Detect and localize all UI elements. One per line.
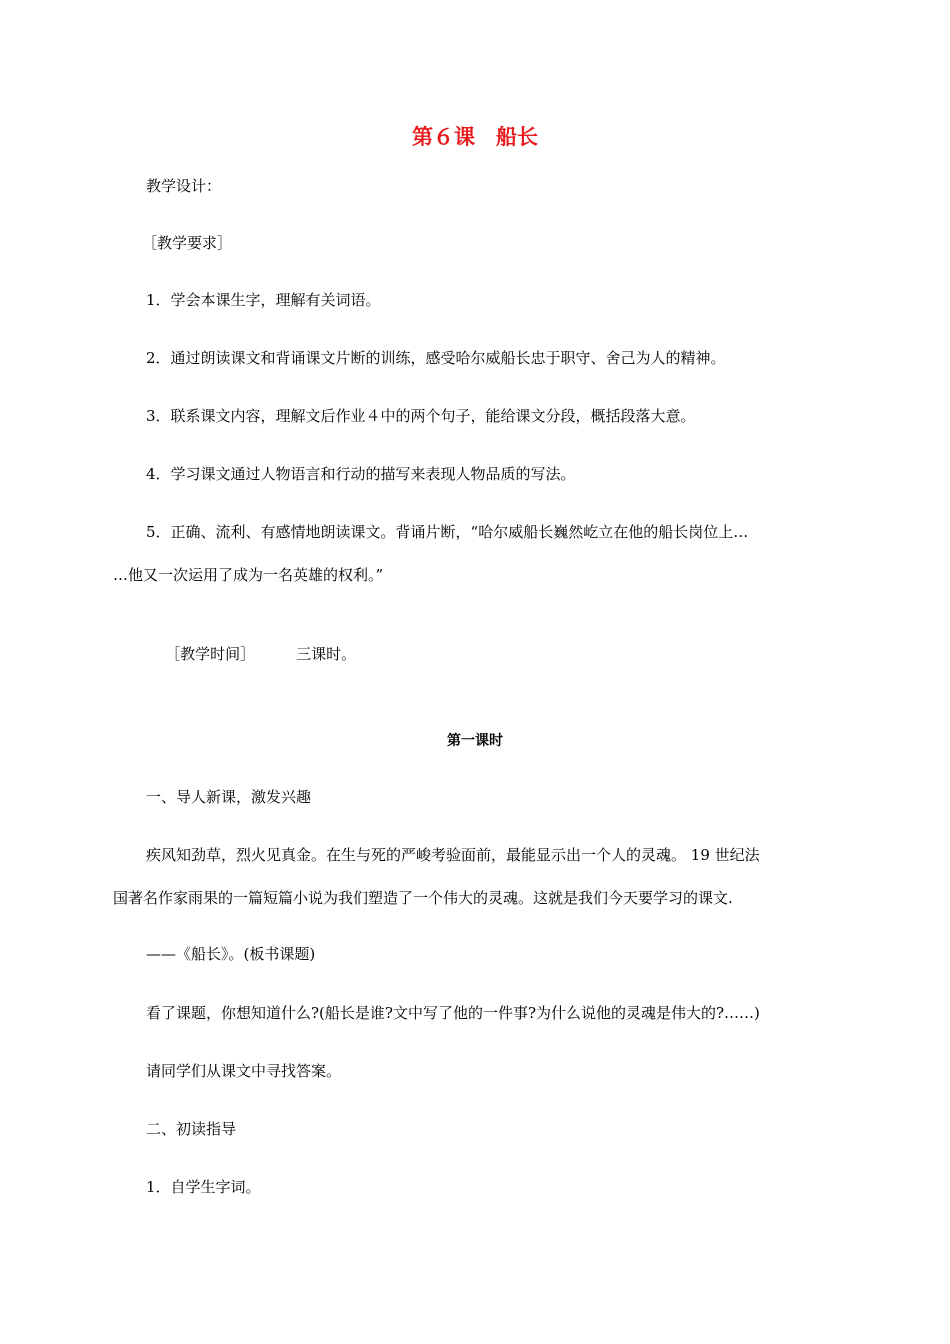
section-2-heading: 二、初读指导	[146, 1120, 237, 1138]
section-2-item-1: 1．自学生字词。	[146, 1178, 261, 1196]
requirement-item-4: 4．学习课文通过人物语言和行动的描写来表现人物品质的写法。	[146, 465, 576, 483]
design-label: 教学设计：	[146, 177, 222, 195]
section-1-heading: 一、导人新课，激发兴趣	[146, 788, 312, 806]
document-title: 第６课 船长	[412, 125, 538, 149]
section-1-paragraph-line-2: 国著名作家雨果的一篇短篇小说为我们塑造了一个伟大的灵魂。这就是我们今天要学习的课文.	[113, 889, 733, 907]
requirements-heading: ［教学要求］	[142, 234, 233, 252]
section-1-paragraph-line-1: 疾风知劲草，烈火见真金。在生与死的严峻考验面前，最能显示出一个人的灵魂。 19 世纪法	[146, 846, 760, 864]
question-line: 看了课题，你想知道什么?(船长是谁?文中写了他的一件事?为什么说他的灵魂是伟大的?……)	[146, 1004, 760, 1022]
requirement-item-2: 2．通过朗读课文和背诵课文片断的训练，感受哈尔威船长忠于职守、舍己为人的精神。	[146, 349, 726, 367]
section-1-paragraph-line-3: ——《船长》。(板书课题)	[146, 945, 316, 963]
requirement-item-5: 5．正确、流利、有感情地朗读课文。背诵片断，“哈尔威船长巍然屹立在他的船长岗位上…	[146, 523, 749, 541]
teaching-time-value: 三课时。	[296, 645, 357, 663]
teaching-time-label: ［教学时间］	[165, 645, 256, 663]
requirement-item-5-continued: …他又一次运用了成为一名英雄的权利。”	[113, 566, 384, 584]
requirement-item-3: 3．联系课文内容，理解文后作业４中的两个句子，能给课文分段，概括段落大意。	[146, 407, 696, 425]
answer-prompt: 请同学们从课文中寻找答案。	[146, 1062, 342, 1080]
lesson-1-heading: 第一课时	[447, 733, 503, 749]
requirement-item-1: 1．学会本课生字，理解有关词语。	[146, 291, 381, 309]
teaching-time	[146, 624, 356, 684]
